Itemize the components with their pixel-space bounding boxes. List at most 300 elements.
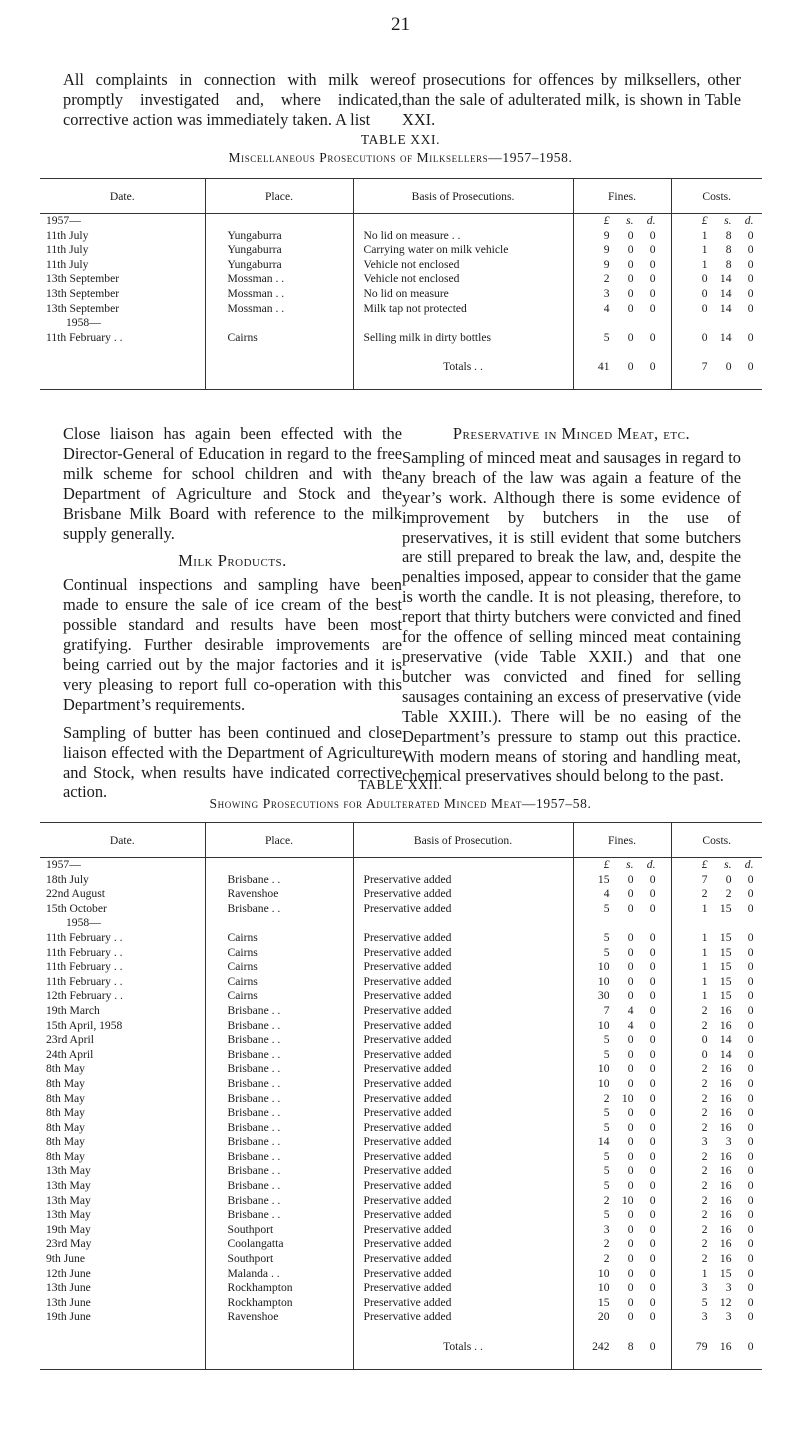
t22-row-place [206, 1092, 353, 1107]
t22-row-fine-pence: 0 [649, 1310, 656, 1324]
t22-row-cost-pounds: 1 [701, 930, 708, 944]
t22-row-place [206, 1106, 353, 1121]
t22-row-basis-text: Preservative added [363, 1310, 452, 1324]
blank-line [672, 316, 763, 331]
t22-row-basis [354, 1223, 573, 1238]
t22-costs-currency-pence: d. [744, 858, 754, 871]
t22-row-date [40, 1062, 205, 1077]
t22-row-cost-pence: 0 [747, 945, 754, 959]
t22-row-place-text: Southport [227, 1222, 274, 1236]
t22-row-cost-pounds: 3 [701, 1310, 708, 1324]
t22-row-basis [354, 1164, 573, 1179]
t22-row-cost-pence: 0 [747, 1193, 754, 1207]
t22-row-cost-pounds: 2 [701, 1018, 708, 1032]
t22-row-date-text: 23rd May [46, 1237, 92, 1251]
t22-row-fine-shillings: 0 [627, 989, 634, 1003]
t21-row-fine [574, 302, 671, 317]
t22-row-cost-shillings: 16 [719, 1164, 732, 1178]
t22-row-fine-pence: 0 [649, 901, 656, 915]
t22-row-fine [574, 1179, 671, 1194]
t21-row-place-text: Yungaburra [227, 257, 282, 271]
t22-row-cost-pounds: 2 [701, 1237, 708, 1251]
t22-row-fine-shillings: 0 [627, 960, 634, 974]
blank-line [206, 1325, 353, 1340]
t22-row-cost [672, 1237, 763, 1252]
t22-row-date-text: 8th May [46, 1062, 85, 1076]
t22-fines-currency-pence: d. [646, 858, 656, 871]
milk-products-heading: Milk Products. [178, 551, 287, 571]
t22-row-cost-pounds: 1 [701, 945, 708, 959]
t22-row-cost [672, 1194, 763, 1209]
t21-row-cost-pence: 0 [747, 257, 754, 271]
t22-row-fine-pounds: 7 [603, 1003, 610, 1017]
t21-row-fine-pounds: 9 [603, 243, 610, 257]
t22-row-basis-text: Preservative added [363, 1106, 452, 1120]
t22-row-fine-shillings: 0 [627, 887, 634, 901]
t21-year-1957 [40, 214, 205, 229]
t22-row-cost-shillings: 16 [719, 1003, 732, 1017]
t22-row-cost-shillings: 16 [719, 1208, 732, 1222]
t22-row-basis-text: Preservative added [363, 1076, 452, 1090]
table21-basis-header: Basis of Prosecutions. [353, 179, 573, 214]
t22-totals-fines-pounds: 242 [592, 1339, 610, 1353]
t22-row-cost-shillings: 16 [719, 1149, 732, 1163]
t22-row-basis [354, 1062, 573, 1077]
t22-row-place [206, 1164, 353, 1179]
t22-row-basis-text: Preservative added [363, 1252, 452, 1266]
t21-row-basis-text: Carrying water on milk vehicle [363, 243, 509, 257]
t22-costs-currency-shillings: s. [724, 858, 732, 871]
t22-row-cost-pence: 0 [747, 1310, 754, 1324]
t22-row-fine [574, 946, 671, 961]
intro-left-text: All complaints in connection with milk were promptly investigated and, where indicated, corrective action was immediately taken. A list [63, 70, 402, 129]
t22-row-cost [672, 1048, 763, 1063]
t22-row-basis [354, 873, 573, 888]
t22-row-fine-pence: 0 [649, 1091, 656, 1105]
t22-row-fine-shillings: 0 [627, 1120, 634, 1134]
t22-row-fine [574, 1164, 671, 1179]
t21-row-basis-text: Vehicle not enclosed [363, 272, 460, 286]
t21-totals-costs [672, 360, 763, 375]
t22-row-cost-pounds: 0 [701, 1047, 708, 1061]
t21-row-fine-shillings: 0 [627, 257, 634, 271]
t21-row-cost-shillings: 14 [719, 301, 732, 315]
t22-row-fine-pence: 0 [649, 960, 656, 974]
t22-row-fine [574, 1092, 671, 1107]
t22-row-fine-pence: 0 [649, 1018, 656, 1032]
t21-row-fine-pence: 0 [649, 228, 656, 242]
t22-row-basis-text: Preservative added [363, 930, 452, 944]
t22-row-fine-pounds: 15 [597, 1295, 610, 1309]
t22-row-fine-pounds: 5 [603, 1164, 610, 1178]
t21-row-basis [354, 302, 573, 317]
t22-row-fine-pounds: 10 [597, 1062, 610, 1076]
t21-row-cost [672, 272, 763, 287]
t21-row-place-text: Cairns [227, 330, 258, 344]
t22-row-date [40, 1164, 205, 1179]
t21-row-date [40, 229, 205, 244]
t22-year-1958 [40, 916, 205, 931]
t22-row-cost-pounds: 2 [701, 1179, 708, 1193]
blank-line [206, 1340, 353, 1355]
t22-row-date-text: 19th June [46, 1310, 91, 1324]
t22-row-date-text: 13th May [46, 1164, 91, 1178]
intro-left [63, 70, 402, 138]
t22-row-cost [672, 1223, 763, 1238]
t22-row-cost [672, 1033, 763, 1048]
t21-row-fine [574, 258, 671, 273]
blank-line [672, 345, 763, 360]
t22-row-basis-text: Preservative added [363, 1164, 452, 1178]
t22-row-fine-pence: 0 [649, 1003, 656, 1017]
t22-row-basis-text: Preservative added [363, 1135, 452, 1149]
blank-line [672, 1325, 763, 1340]
t22-row-basis-text: Preservative added [363, 1179, 452, 1193]
t21-totals-costs-shillings: 0 [725, 359, 732, 373]
t22-row-cost [672, 1092, 763, 1107]
t21-row-cost-pence: 0 [747, 243, 754, 257]
t22-row-date [40, 1019, 205, 1034]
blank-line [206, 858, 353, 873]
t22-row-fine-pounds: 5 [603, 1033, 610, 1047]
blank-line [206, 916, 353, 931]
t22-row-fine-pence: 0 [649, 1237, 656, 1251]
table22-costs-column [671, 858, 762, 1370]
t22-row-cost-pence: 0 [747, 1062, 754, 1076]
t22-row-fine-shillings: 0 [627, 1047, 634, 1061]
t22-row-basis-text: Preservative added [363, 1149, 452, 1163]
t22-row-cost-shillings: 15 [719, 1266, 732, 1280]
t22-row-cost-pounds: 1 [701, 1266, 708, 1280]
t22-row-cost [672, 1179, 763, 1194]
t21-totals-costs-pounds: 7 [701, 359, 708, 373]
t22-row-fine-shillings: 0 [627, 1033, 634, 1047]
t21-costs-currency-shillings: s. [724, 214, 732, 227]
t22-row-place [206, 1208, 353, 1223]
blank-line [672, 375, 763, 390]
blank-line [40, 1325, 205, 1340]
t22-row-place [206, 1267, 353, 1282]
t21-row-fine-shillings: 0 [627, 243, 634, 257]
t21-row-basis [354, 258, 573, 273]
t22-row-cost-pence: 0 [747, 901, 754, 915]
t22-row-cost [672, 1281, 763, 1296]
intro-right [402, 70, 741, 138]
t22-row-fine-pence: 0 [649, 1062, 656, 1076]
t22-row-date-text: 22nd August [46, 887, 105, 901]
t22-row-date-text: 13th May [46, 1208, 91, 1222]
t22-row-date-text: 8th May [46, 1149, 85, 1163]
t22-row-place-text: Brisbane . . [227, 1135, 281, 1149]
t22-row-fine [574, 902, 671, 917]
t22-row-fine [574, 1208, 671, 1223]
t22-row-cost-pence: 0 [747, 1252, 754, 1266]
t21-row-cost-pounds: 0 [701, 301, 708, 315]
t22-row-cost-shillings: 15 [719, 974, 732, 988]
t21-row-fine-pence: 0 [649, 301, 656, 315]
t22-row-place-text: Brisbane . . [227, 1179, 281, 1193]
t22-row-fine-shillings: 0 [627, 1252, 634, 1266]
t22-row-basis-text: Preservative added [363, 887, 452, 901]
t22-row-fine-pence: 0 [649, 930, 656, 944]
t22-row-fine-pence: 0 [649, 1164, 656, 1178]
t22-row-cost [672, 1004, 763, 1019]
t22-row-place [206, 960, 353, 975]
t22-row-place-text: Brisbane . . [227, 1047, 281, 1061]
t22-fines-currency-pounds: £ [603, 858, 610, 871]
t21-row-fine-pence: 0 [649, 272, 656, 286]
table21-basis-column [353, 214, 573, 390]
t22-row-cost-pounds: 2 [701, 887, 708, 901]
t22-row-basis [354, 1267, 573, 1282]
t21-row-cost-pounds: 1 [701, 243, 708, 257]
t21-row-basis-text: No lid on measure [363, 286, 449, 300]
t22-row-fine-shillings: 0 [627, 1179, 634, 1193]
t22-row-cost [672, 975, 763, 990]
t22-row-place [206, 1062, 353, 1077]
t21-row-date [40, 331, 205, 346]
t21-row-fine-pence: 0 [649, 257, 656, 271]
t21-costs-currency-pounds: £ [701, 214, 708, 227]
t22-row-place-text: Malanda . . [227, 1266, 280, 1280]
t22-row-fine-pounds: 10 [597, 1281, 610, 1295]
blank-line [40, 375, 205, 390]
table21-date-column [40, 214, 205, 390]
t22-row-date [40, 975, 205, 990]
t22-row-fine-pounds: 5 [603, 930, 610, 944]
t22-row-cost-shillings: 15 [719, 989, 732, 1003]
t22-row-date [40, 946, 205, 961]
t22-row-cost [672, 931, 763, 946]
t22-row-cost [672, 1267, 763, 1282]
blank-line [574, 345, 671, 360]
t21-row-basis [354, 229, 573, 244]
t22-row-basis-text: Preservative added [363, 1062, 452, 1076]
t22-row-basis [354, 1019, 573, 1034]
table21 [40, 178, 762, 390]
t22-row-fine [574, 1194, 671, 1209]
t22-row-fine-pence: 0 [649, 1076, 656, 1090]
t22-row-basis-text: Preservative added [363, 872, 452, 886]
t22-row-date-text: 12th February . . [46, 989, 123, 1003]
t22-row-cost-pounds: 2 [701, 1149, 708, 1163]
t22-row-cost-shillings: 16 [719, 1018, 732, 1032]
table22-date-column [40, 858, 205, 1370]
t21-row-basis [354, 331, 573, 346]
t22-row-fine [574, 1252, 671, 1267]
t22-row-place-text: Cairns [227, 989, 258, 1003]
t22-row-basis [354, 1092, 573, 1107]
t22-row-cost-pounds: 2 [701, 1252, 708, 1266]
t22-totals-label: Totals . . [443, 1339, 483, 1353]
t22-row-basis-text: Preservative added [363, 1047, 452, 1061]
table22-costs-header: Costs. [671, 823, 762, 858]
t22-row-basis-text: Preservative added [363, 901, 452, 915]
t21-row-fine [574, 229, 671, 244]
t22-row-place [206, 1004, 353, 1019]
t22-row-cost-pounds: 2 [701, 1106, 708, 1120]
t21-row-date-text: 13th September [46, 301, 120, 315]
t22-row-place [206, 1121, 353, 1136]
t22-row-cost-pounds: 2 [701, 1208, 708, 1222]
t22-totals-costs-pence: 0 [747, 1339, 754, 1353]
t22-row-cost-pence: 0 [747, 1091, 754, 1105]
t22-row-place [206, 1252, 353, 1267]
t22-row-cost-pence: 0 [747, 1120, 754, 1134]
t21-row-cost-pence: 0 [747, 228, 754, 242]
t22-row-cost-pounds: 3 [701, 1135, 708, 1149]
t22-row-cost-pence: 0 [747, 960, 754, 974]
t21-totals-fines-pounds: 41 [597, 359, 610, 373]
t22-row-basis [354, 887, 573, 902]
t22-row-cost-pounds: 2 [701, 1062, 708, 1076]
t22-row-date [40, 1106, 205, 1121]
t22-row-date [40, 1033, 205, 1048]
t22-row-basis [354, 1237, 573, 1252]
t22-row-fine-pounds: 10 [597, 960, 610, 974]
table22-basis-column [353, 858, 573, 1370]
t22-row-cost-shillings: 16 [719, 1076, 732, 1090]
t21-row-date-text: 13th September [46, 272, 120, 286]
t22-row-cost-pounds: 3 [701, 1281, 708, 1295]
blank-line [672, 916, 763, 931]
t22-row-cost-pence: 0 [747, 1003, 754, 1017]
t22-row-cost-pounds: 2 [701, 1120, 708, 1134]
t22-row-place [206, 887, 353, 902]
t22-row-place-text: Brisbane . . [227, 1018, 281, 1032]
intro-columns [63, 70, 741, 138]
t22-row-cost [672, 1019, 763, 1034]
t22-row-place-text: Brisbane . . [227, 1076, 281, 1090]
table22-fines-header: Fines. [573, 823, 671, 858]
blank-line [574, 316, 671, 331]
t22-row-fine-pence: 0 [649, 887, 656, 901]
blank-line [40, 360, 205, 375]
t22-row-place [206, 1296, 353, 1311]
t22-row-place-text: Southport [227, 1252, 274, 1266]
t21-row-place [206, 258, 353, 273]
blank-line [354, 375, 573, 390]
t22-row-cost-shillings: 16 [719, 1252, 732, 1266]
t22-row-cost-shillings: 16 [719, 1222, 732, 1236]
t21-row-fine-pounds: 4 [603, 301, 610, 315]
t22-row-fine-pounds: 10 [597, 974, 610, 988]
t22-row-place [206, 1237, 353, 1252]
t22-row-cost-pence: 0 [747, 1076, 754, 1090]
t21-row-cost-shillings: 8 [725, 243, 732, 257]
blank-line [206, 375, 353, 390]
t21-row-place [206, 331, 353, 346]
t22-row-fine-pounds: 5 [603, 901, 610, 915]
t22-row-cost-shillings: 15 [719, 960, 732, 974]
t22-row-basis-text: Preservative added [363, 1003, 452, 1017]
t22-row-cost-pence: 0 [747, 1179, 754, 1193]
t22-row-cost [672, 887, 763, 902]
t21-totals-fines-shillings: 0 [627, 359, 634, 373]
t21-row-date-text: 11th February . . [46, 330, 123, 344]
t22-row-cost [672, 1296, 763, 1311]
blank-line [354, 1325, 573, 1340]
t22-row-cost-pence: 0 [747, 1208, 754, 1222]
t22-row-fine-shillings: 0 [627, 930, 634, 944]
t22-row-date [40, 1121, 205, 1136]
t22-row-fine-shillings: 0 [627, 1310, 634, 1324]
t22-row-basis-text: Preservative added [363, 1091, 452, 1105]
blank-line [354, 1354, 573, 1369]
t21-row-cost-shillings: 8 [725, 228, 732, 242]
t22-row-fine [574, 1135, 671, 1150]
t22-row-basis [354, 1121, 573, 1136]
t22-row-place-text: Brisbane . . [227, 901, 281, 915]
t21-costs-currency-pence: d. [744, 214, 754, 227]
t22-row-fine-pence: 0 [649, 1295, 656, 1309]
t22-row-fine [574, 1310, 671, 1325]
t22-row-fine-pounds: 15 [597, 872, 610, 886]
t22-row-cost-pounds: 5 [701, 1295, 708, 1309]
t22-row-place-text: Rockhampton [227, 1295, 293, 1309]
t21-row-cost-pounds: 0 [701, 330, 708, 344]
t22-row-cost-pence: 0 [747, 1135, 754, 1149]
t22-row-place-text: Brisbane . . [227, 872, 281, 886]
t22-row-date [40, 873, 205, 888]
t21-row-place-text: Yungaburra [227, 228, 282, 242]
t22-row-fine-pence: 0 [649, 1208, 656, 1222]
t21-row-date-text: 11th July [46, 243, 89, 257]
table21-costs-column [671, 214, 762, 390]
t22-row-fine [574, 873, 671, 888]
t22-totals-costs-shillings: 16 [719, 1339, 732, 1353]
t22-row-date-text: 11th February . . [46, 974, 123, 988]
t22-row-date [40, 960, 205, 975]
t22-row-cost [672, 1150, 763, 1165]
table21-fines-column [573, 214, 671, 390]
t22-row-date [40, 1310, 205, 1325]
t22-row-fine-pence: 0 [649, 1281, 656, 1295]
t22-row-place [206, 946, 353, 961]
t22-row-fine-shillings: 0 [627, 1062, 634, 1076]
t22-row-fine-pence: 0 [649, 974, 656, 988]
t21-row-cost-pence: 0 [747, 286, 754, 300]
t22-row-fine-shillings: 10 [621, 1193, 634, 1207]
t22-row-cost-shillings: 15 [719, 945, 732, 959]
t22-row-basis [354, 1252, 573, 1267]
t22-row-fine-shillings: 0 [627, 901, 634, 915]
t22-row-place [206, 1135, 353, 1150]
t21-row-fine-pounds: 5 [603, 330, 610, 344]
t22-row-place-text: Brisbane . . [227, 1033, 281, 1047]
t21-row-place [206, 287, 353, 302]
t22-row-cost-pence: 0 [747, 1047, 754, 1061]
t22-row-cost-pence: 0 [747, 1237, 754, 1251]
t22-row-cost [672, 1208, 763, 1223]
table22 [40, 822, 762, 1370]
table22-place-column [205, 858, 353, 1370]
t22-row-place-text: Brisbane . . [227, 1149, 281, 1163]
blank-line [40, 345, 205, 360]
t21-row-fine-pence: 0 [649, 243, 656, 257]
t22-row-basis-text: Preservative added [363, 1295, 452, 1309]
t22-row-basis [354, 1281, 573, 1296]
t22-totals-costs-pounds: 79 [695, 1339, 708, 1353]
t22-row-fine-shillings: 0 [627, 872, 634, 886]
t22-row-place [206, 1048, 353, 1063]
t22-row-date-text: 23rd April [46, 1033, 94, 1047]
t22-row-fine [574, 1062, 671, 1077]
t22-row-cost-pence: 0 [747, 1033, 754, 1047]
table21-place-column [205, 214, 353, 390]
t22-row-cost-pounds: 1 [701, 989, 708, 1003]
t22-row-cost-shillings: 12 [719, 1295, 732, 1309]
